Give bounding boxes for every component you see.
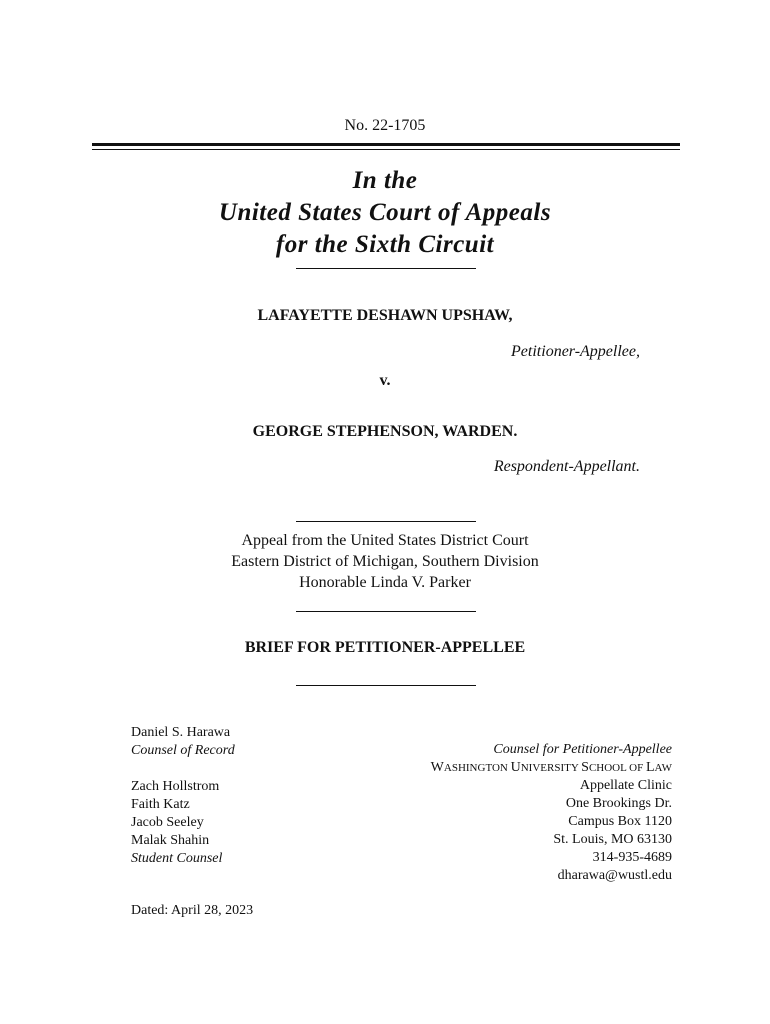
brief-title: BRIEF FOR PETITIONER-APPELLEE bbox=[244, 639, 526, 656]
case-number: No. 22-1705 bbox=[344, 117, 426, 134]
appeal-line-2: Eastern District of Michigan, Southern Division bbox=[231, 553, 539, 570]
student-counsel-name: Malak Shahin bbox=[131, 833, 210, 848]
divider-rule bbox=[296, 685, 476, 686]
court-heading-line-1: In the bbox=[352, 167, 418, 194]
counsel-for-label: Counsel for Petitioner-Appellee bbox=[493, 742, 672, 757]
appeal-line-1: Appeal from the United States District Court bbox=[241, 532, 529, 549]
header-rule-thin bbox=[92, 149, 680, 150]
email-address: dharawa@wustl.edu bbox=[557, 868, 672, 883]
date-line: Dated: April 28, 2023 bbox=[131, 903, 254, 918]
school-name: WASHINGTON UNIVERSITY SCHOOL OF LAW bbox=[430, 760, 672, 775]
counsel-of-record-label: Counsel of Record bbox=[131, 743, 235, 758]
clinic-name: Appellate Clinic bbox=[579, 778, 672, 793]
petitioner-role: Petitioner-Appellee, bbox=[511, 343, 640, 360]
court-heading-line-3: for the Sixth Circuit bbox=[275, 231, 495, 258]
header-rule-thick bbox=[92, 143, 680, 146]
divider-rule bbox=[296, 611, 476, 612]
address-box: Campus Box 1120 bbox=[568, 814, 672, 829]
student-counsel-name: Jacob Seeley bbox=[131, 815, 204, 830]
student-counsel-label: Student Counsel bbox=[131, 851, 223, 866]
appeal-line-3: Honorable Linda V. Parker bbox=[299, 574, 471, 591]
student-counsel-name: Zach Hollstrom bbox=[131, 779, 220, 794]
phone-number: 314-935-4689 bbox=[592, 850, 672, 865]
student-counsel-name: Faith Katz bbox=[131, 797, 190, 812]
address-city: St. Louis, MO 63130 bbox=[553, 832, 672, 847]
divider-rule bbox=[296, 521, 476, 522]
divider-rule bbox=[296, 268, 476, 269]
petitioner-name: LAFAYETTE DESHAWN UPSHAW, bbox=[257, 307, 513, 324]
counsel-of-record-name: Daniel S. Harawa bbox=[131, 725, 231, 740]
respondent-name: GEORGE STEPHENSON, WARDEN. bbox=[252, 423, 518, 440]
court-heading-line-2: United States Court of Appeals bbox=[218, 199, 552, 226]
respondent-role: Respondent-Appellant. bbox=[493, 458, 640, 475]
versus-label: v. bbox=[379, 372, 391, 389]
address-street: One Brookings Dr. bbox=[565, 796, 672, 811]
